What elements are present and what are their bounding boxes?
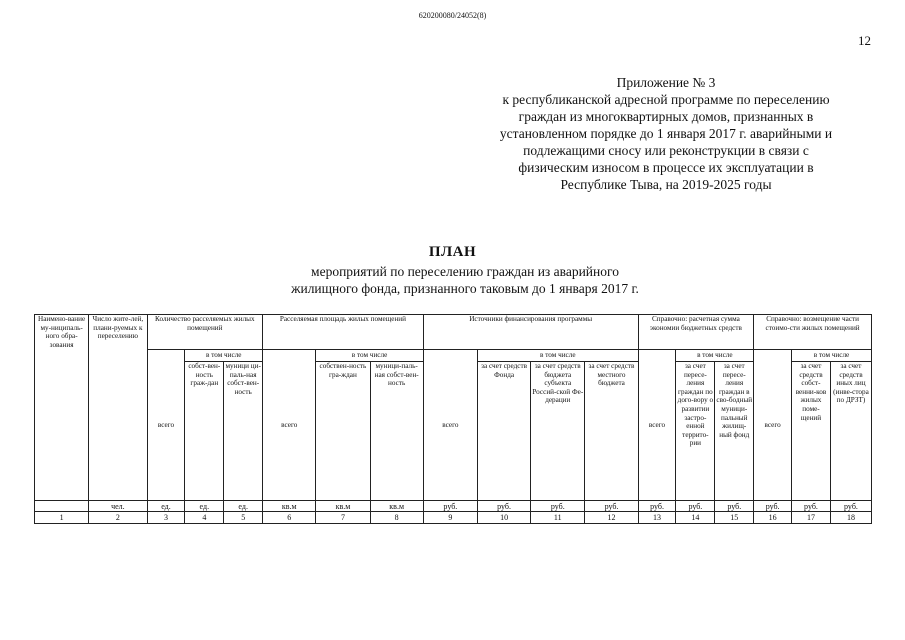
- unit-cell: чел.: [89, 501, 147, 512]
- header-development-agreement: за счет пересе-ления граждан по дого-вору о развитии застро-енной террито-рии: [676, 362, 715, 501]
- appendix-line: установленном порядке до 1 января 2017 г. аварийными и: [499, 126, 833, 141]
- column-numbers-row: [35, 512, 872, 524]
- header-total: всего: [263, 350, 316, 501]
- header-total: всего: [754, 350, 792, 501]
- unit-cell: руб.: [477, 501, 530, 512]
- header-total: всего: [638, 350, 676, 501]
- column-number: 7: [316, 512, 370, 524]
- header-total: всего: [423, 350, 477, 501]
- appendix-header: [470, 74, 862, 193]
- column-number: 9: [423, 512, 477, 524]
- plan-title: ПЛАН: [428, 244, 477, 260]
- header-total: всего: [147, 350, 185, 501]
- unit-cell: кв.м: [263, 501, 316, 512]
- header-municipal-owned-area: муници-паль-ная собст-вен-ность: [370, 362, 423, 501]
- appendix-line: физическим износом в процессе их эксплуатации в: [518, 160, 814, 175]
- units-row: [35, 501, 872, 512]
- plan-subtitle: [160, 263, 770, 297]
- header-including: в том числе: [676, 350, 754, 362]
- unit-cell: кв.м: [316, 501, 370, 512]
- unit-cell: ед.: [185, 501, 224, 512]
- appendix-line: граждан из многоквартирных домов, признанных в: [518, 109, 814, 124]
- header-local-budget: за счет средств местного бюджета: [585, 362, 638, 501]
- column-number: 6: [263, 512, 316, 524]
- header-fund-source: за счет средств Фонда: [477, 362, 530, 501]
- unit-cell: ед.: [147, 501, 185, 512]
- header-including: в том числе: [185, 350, 263, 362]
- header-other-persons: за счет средств иных лиц (инве-стора по ДРЗТ): [830, 362, 871, 501]
- page-number: 12: [858, 33, 871, 48]
- header-including: в том числе: [792, 350, 872, 362]
- plan-subtitle-line: мероприятий по переселению граждан из аварийного: [311, 264, 619, 279]
- column-number: 5: [224, 512, 263, 524]
- plan-table: [34, 314, 872, 524]
- header-municipality: Наимено-вание му-ниципаль-ного обра-зования: [35, 315, 89, 501]
- column-number: 16: [754, 512, 792, 524]
- header-group-area: Расселяемая площадь жилых помещений: [263, 315, 424, 350]
- document-id: 620200080/24052(8): [418, 11, 487, 20]
- unit-cell: ед.: [224, 501, 263, 512]
- unit-cell: [35, 501, 89, 512]
- header-citizens-owned-units: собст-вен-ность граж-дан: [185, 362, 224, 501]
- unit-cell: руб.: [585, 501, 638, 512]
- header-group-financing: Источники финансирования программы: [423, 315, 638, 350]
- unit-cell: руб.: [676, 501, 715, 512]
- header-including: в том числе: [477, 350, 638, 362]
- header-residents: Число жите-лей, плани-руемых к переселению: [89, 315, 147, 501]
- column-number: 10: [477, 512, 530, 524]
- header-group-units: Количество расселяемых жилых помещений: [147, 315, 263, 350]
- plan-subtitle-line: жилищного фонда, признанного таковым до 1 января 2017 г.: [291, 281, 639, 296]
- header-owners-funds: за счет средств собст-венни-ков жилых поме-щений: [792, 362, 831, 501]
- unit-cell: руб.: [423, 501, 477, 512]
- column-number: 2: [89, 512, 147, 524]
- column-number: 3: [147, 512, 185, 524]
- unit-cell: руб.: [830, 501, 871, 512]
- header-group-savings: Справочно: расчетная сумма экономии бюджетных средств: [638, 315, 754, 350]
- unit-cell: руб.: [715, 501, 754, 512]
- column-number: 18: [830, 512, 871, 524]
- column-number: 13: [638, 512, 676, 524]
- unit-cell: руб.: [754, 501, 792, 512]
- unit-cell: кв.м: [370, 501, 423, 512]
- column-number: 14: [676, 512, 715, 524]
- header-municipal-owned-units: муници ци-паль-ная собст-вен-ность: [224, 362, 263, 501]
- column-number: 11: [531, 512, 585, 524]
- column-number: 4: [185, 512, 224, 524]
- header-free-municipal-fund: за счет пересе-ления граждан в сво-бодный муници-пальный жилищ-ный фонд: [715, 362, 754, 501]
- header-regional-budget: за счет средств бюджета субъекта Россий-ской Фе-дерации: [531, 362, 585, 501]
- column-number: 8: [370, 512, 423, 524]
- column-number: 1: [35, 512, 89, 524]
- unit-cell: руб.: [792, 501, 831, 512]
- column-number: 12: [585, 512, 638, 524]
- header-citizens-owned-area: собствен-ность гра-ждан: [316, 362, 370, 501]
- appendix-line: Республике Тыва, на 2019-2025 годы: [560, 177, 772, 192]
- header-including: в том числе: [316, 350, 423, 362]
- header-group-compensation: Справочно: возмещение части стоимо-сти жилых помещений: [754, 315, 872, 350]
- unit-cell: руб.: [638, 501, 676, 512]
- unit-cell: руб.: [531, 501, 585, 512]
- appendix-line: Приложение № 3: [616, 75, 716, 90]
- column-number: 15: [715, 512, 754, 524]
- appendix-line: подлежащими сносу или реконструкции в связи с: [523, 143, 809, 158]
- appendix-line: к республиканской адресной программе по переселению: [502, 92, 830, 107]
- column-number: 17: [792, 512, 831, 524]
